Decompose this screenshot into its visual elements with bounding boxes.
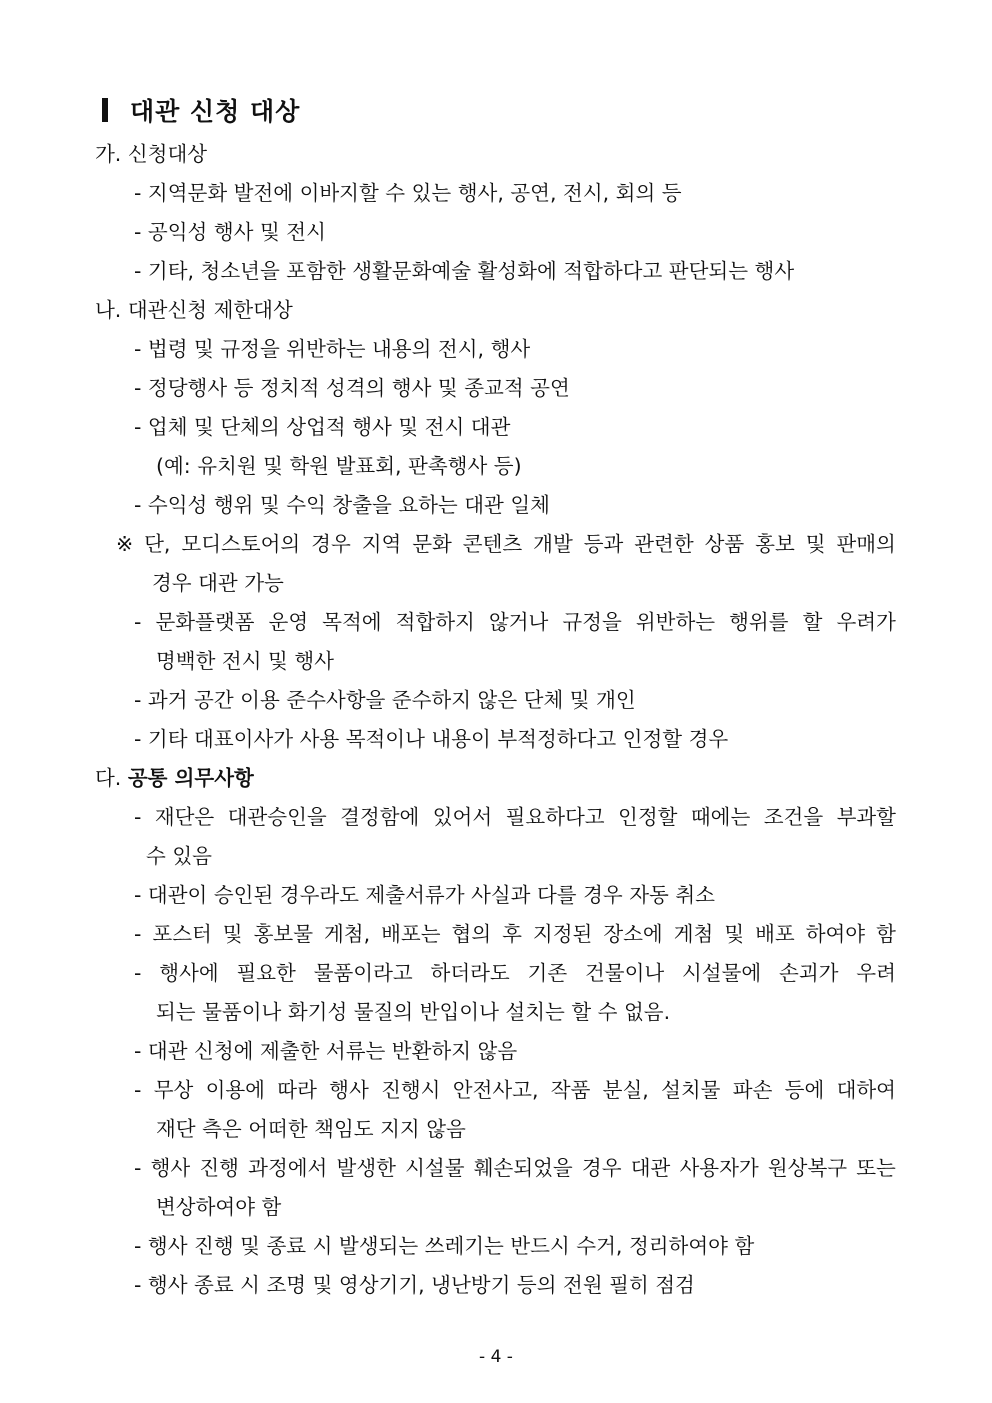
list-item-continuation: 변상하여야 함 bbox=[156, 1195, 282, 1219]
section-ga-title: 가. 신청대상 bbox=[95, 142, 208, 166]
list-item: - 지역문화 발전에 이바지할 수 있는 행사, 공연, 전시, 회의 등 bbox=[134, 181, 682, 205]
note-item: ※ 단, 모디스토어의 경우 지역 문화 콘텐츠 개발 등과 관련한 상품 홍보 및 판매의 bbox=[116, 532, 896, 556]
list-item: - 재단은 대관승인을 결정함에 있어서 필요하다고 인정할 때에는 조건을 부과할 bbox=[134, 805, 896, 829]
list-item-continuation: 명백한 전시 및 행사 bbox=[156, 649, 334, 673]
heading-bullet-icon bbox=[102, 98, 108, 122]
list-item-continuation: (예: 유치원 및 학원 발표회, 판촉행사 등) bbox=[156, 454, 522, 478]
list-item: - 행사 진행 과정에서 발생한 시설물 훼손되었을 경우 대관 사용자가 원상복구 또는 bbox=[134, 1156, 896, 1180]
list-item: - 기타, 청소년을 포함한 생활문화예술 활성화에 적합하다고 판단되는 행사 bbox=[134, 259, 795, 283]
section-da-title-text: 공통 의무사항 bbox=[127, 766, 254, 790]
list-item: - 법령 및 규정을 위반하는 내용의 전시, 행사 bbox=[134, 337, 531, 361]
list-item: - 행사에 필요한 물품이라고 하더라도 기존 건물이나 시설물에 손괴가 우려 bbox=[134, 961, 896, 985]
section-heading bbox=[96, 92, 300, 128]
section-na-title: 나. 대관신청 제한대상 bbox=[95, 298, 293, 322]
list-item-continuation: 재단 측은 어떠한 책임도 지지 않음 bbox=[156, 1117, 466, 1141]
list-item: - 대관이 승인된 경우라도 제출서류가 사실과 다를 경우 자동 취소 bbox=[134, 883, 715, 907]
list-item: - 문화플랫폼 운영 목적에 적합하지 않거나 규정을 위반하는 행위를 할 우려가 bbox=[134, 610, 896, 634]
section-da-prefix: 다. bbox=[95, 766, 128, 790]
list-item: - 대관 신청에 제출한 서류는 반환하지 않음 bbox=[134, 1039, 518, 1063]
note-item-continuation: 경우 대관 가능 bbox=[152, 571, 284, 595]
list-item: - 업체 및 단체의 상업적 행사 및 전시 대관 bbox=[134, 415, 511, 439]
page-number: - 4 - bbox=[479, 1347, 513, 1367]
list-item: - 행사 종료 시 조명 및 영상기기, 냉난방기 등의 전원 필히 점검 bbox=[134, 1273, 695, 1297]
list-item: - 공익성 행사 및 전시 bbox=[134, 220, 326, 244]
list-item: - 수익성 행위 및 수익 창출을 요하는 대관 일체 bbox=[134, 493, 550, 517]
list-item: - 행사 진행 및 종료 시 발생되는 쓰레기는 반드시 수거, 정리하여야 함 bbox=[134, 1234, 755, 1258]
list-item-continuation: 수 있음 bbox=[146, 844, 212, 868]
list-item-continuation: 되는 물품이나 화기성 물질의 반입이나 설치는 할 수 없음. bbox=[156, 1000, 671, 1024]
list-item: - 무상 이용에 따라 행사 진행시 안전사고, 작품 분실, 설치물 파손 등에 대하여 bbox=[134, 1078, 896, 1102]
list-item: - 포스터 및 홍보물 게첨, 배포는 협의 후 지정된 장소에 게첨 및 배포 하여야 함 bbox=[134, 922, 896, 946]
section-da-title bbox=[95, 765, 254, 791]
heading-text: 대관 신청 대상 bbox=[130, 97, 301, 126]
list-item: - 정당행사 등 정치적 성격의 행사 및 종교적 공연 bbox=[134, 376, 570, 400]
list-item: - 기타 대표이사가 사용 목적이나 내용이 부적정하다고 인정할 경우 bbox=[134, 727, 729, 751]
list-item: - 과거 공간 이용 준수사항을 준수하지 않은 단체 및 개인 bbox=[134, 688, 636, 712]
